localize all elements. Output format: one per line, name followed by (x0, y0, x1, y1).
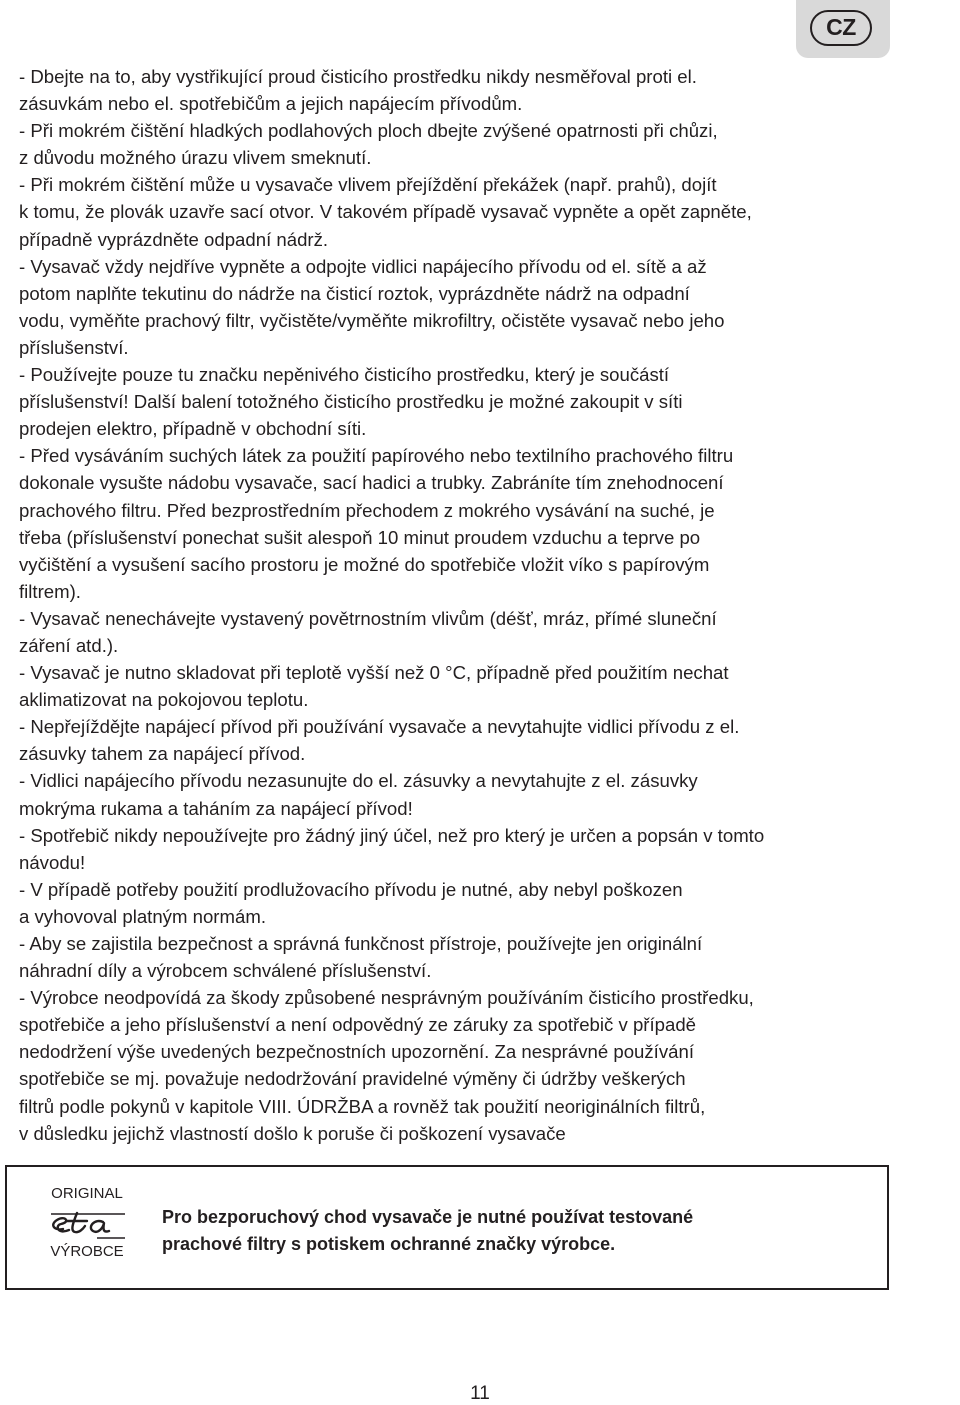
instruction-line: návodu! (19, 851, 86, 873)
logo-manufacturer-label: VÝROBCE (50, 1243, 124, 1260)
instruction-line: zásuvky tahem za napájecí přívod. (19, 743, 306, 765)
instruction-line: třeba (příslušenství ponechat sušit alespoň 10 minut proudem vzduchu a teprve po (19, 526, 701, 548)
instruction-line: zásuvkám nebo el. spotřebičům a jejich napájecím přívodům. (19, 93, 523, 115)
instruction-line: - Před vysáváním suchých látek za použití papírového nebo textilního prachového filtru (19, 445, 734, 467)
instruction-item (4, 876, 904, 930)
instruction-line: - Spotřebič nikdy nepoužívejte pro žádný jiný účel, než pro který je určen a popsán v tomto (19, 824, 765, 846)
instruction-item (4, 713, 904, 767)
instruction-line: záření atd.). (19, 634, 119, 656)
instruction-line: případně vyprázdněte odpadní nádrž. (19, 228, 329, 250)
instruction-line: - Výrobce neodpovídá za škody způsobené nesprávným používáním čisticího prostředku, (19, 987, 754, 1009)
instruction-item (4, 822, 904, 876)
instruction-line: a vyhovoval platným normám. (19, 905, 266, 927)
language-badge (796, 0, 890, 58)
original-filters-notice (5, 1165, 889, 1290)
notice-line: prachové filtry s potiskem ochranné značky výrobce. (162, 1234, 616, 1254)
instruction-item (4, 930, 904, 984)
instruction-item (4, 63, 904, 117)
language-code: CZ (810, 10, 872, 46)
page-number: 11 (470, 1383, 490, 1404)
instruction-line: náhradní díly a výrobcem schválené příslušenství. (19, 960, 432, 982)
instruction-line: - Vidlici napájecího přívodu nezasunujte do el. zásuvky a nevytahujte z el. zásuvky (19, 770, 698, 792)
instruction-line: dokonale vysušte nádobu vysavače, sací hadici a trubky. Zabráníte tím znehodnocení (19, 472, 724, 494)
instruction-line: - Používejte pouze tu značku nepěnivého čisticího prostředku, který je součástí (19, 364, 670, 386)
instruction-item (4, 361, 904, 442)
instruction-line: příslušenství! Další balení totožného čisticího prostředku je možné zakoupit v síti (19, 391, 683, 413)
logo-original-label: ORIGINAL (51, 1185, 123, 1202)
instruction-line: mokrýma rukama a taháním za napájecí přívod! (19, 797, 413, 819)
instruction-line: filtrem). (19, 580, 81, 602)
instruction-line: prachového filtru. Před bezprostředním přechodem z mokrého vysávání na suché, je (19, 499, 715, 521)
instruction-item (4, 659, 904, 713)
instruction-line: nedodržení výše uvedených bezpečnostních upozornění. Za nesprávné používání (19, 1041, 694, 1063)
notice-line: Pro bezporuchový chod vysavače je nutné používat testované (162, 1207, 694, 1227)
instruction-line: v důsledku jejichž vlastností došlo k poruše či poškození vysavače (19, 1122, 566, 1144)
instruction-line: prodejen elektro, případně v obchodní síti. (19, 418, 367, 440)
instruction-line: vodu, vyměňte prachový filtr, vyčistěte/vyměňte mikrofiltry, očistěte vysavač nebo jeho (19, 309, 725, 331)
instruction-line: z důvodu možného úrazu vlivem smeknutí. (19, 147, 372, 169)
instruction-line: vyčištění a vysušení sacího prostoru je možné do spotřebiče vložit víko s papírovým (19, 553, 710, 575)
instruction-item (4, 442, 904, 605)
instruction-item (4, 984, 904, 1147)
instruction-item (4, 767, 904, 821)
instruction-line: spotřebiče a jeho příslušenství a není odpovědný ze záruky za spotřebič v případě (19, 1014, 697, 1036)
instruction-item (4, 253, 904, 361)
instruction-item (4, 117, 904, 171)
instruction-line: potom naplňte tekutinu do nádrže na čisticí roztok, vyprázdněte nádrž na odpadní (19, 282, 690, 304)
instruction-line: - Při mokrém čištění hladkých podlahových ploch dbejte zvýšené opatrnosti při chůzi, (19, 120, 718, 142)
instruction-item (4, 605, 904, 659)
instruction-line: - Vysavač vždy nejdříve vypněte a odpojte vidlici napájecího přívodu od el. sítě a až (19, 255, 707, 277)
safety-instructions-list (4, 63, 904, 1147)
instruction-line: příslušenství. (19, 336, 129, 358)
instruction-line: - Dbejte na to, aby vystřikující proud čisticího prostředku nikdy nesměřoval proti el. (19, 66, 697, 87)
instruction-line: - Při mokrém čištění může u vysavače vlivem přejíždění překážek (např. prahů), dojít (19, 174, 717, 196)
original-eta-logo (37, 1185, 137, 1261)
instruction-line: spotřebiče se mj. považuje nedodržování pravidelné výměny či údržby veškerých (19, 1068, 686, 1090)
eta-logo-mark (37, 1203, 137, 1243)
instruction-line: - Nepřejíždějte napájecí přívod při používání vysavače a nevytahujte vidlici přívodu z el. (19, 716, 740, 738)
instruction-line: aklimatizovat na pokojovou teplotu. (19, 689, 309, 711)
instruction-line: - Vysavač je nutno skladovat při teplotě vyšší než 0 °C, případně před použitím nechat (19, 662, 729, 684)
notice-text (162, 1204, 862, 1258)
instruction-line: - Aby se zajistila bezpečnost a správná funkčnost přístroje, používejte jen originální (19, 933, 703, 954)
instruction-line: - V případě potřeby použití prodlužovacího přívodu je nutné, aby nebyl poškozen (19, 878, 683, 900)
instruction-line: - Vysavač nenechávejte vystavený povětrnostním vlivům (déšť, mráz, přímé sluneční (19, 607, 717, 629)
instruction-line: filtrů podle pokynů v kapitole VIII. ÚDRŽBA a rovněž tak použití neoriginálních filtrů, (19, 1095, 706, 1117)
instruction-line: k tomu, že plovák uzavře sací otvor. V takovém případě vysavač vypněte a opět zapněte, (19, 201, 752, 223)
instruction-item (4, 171, 904, 252)
